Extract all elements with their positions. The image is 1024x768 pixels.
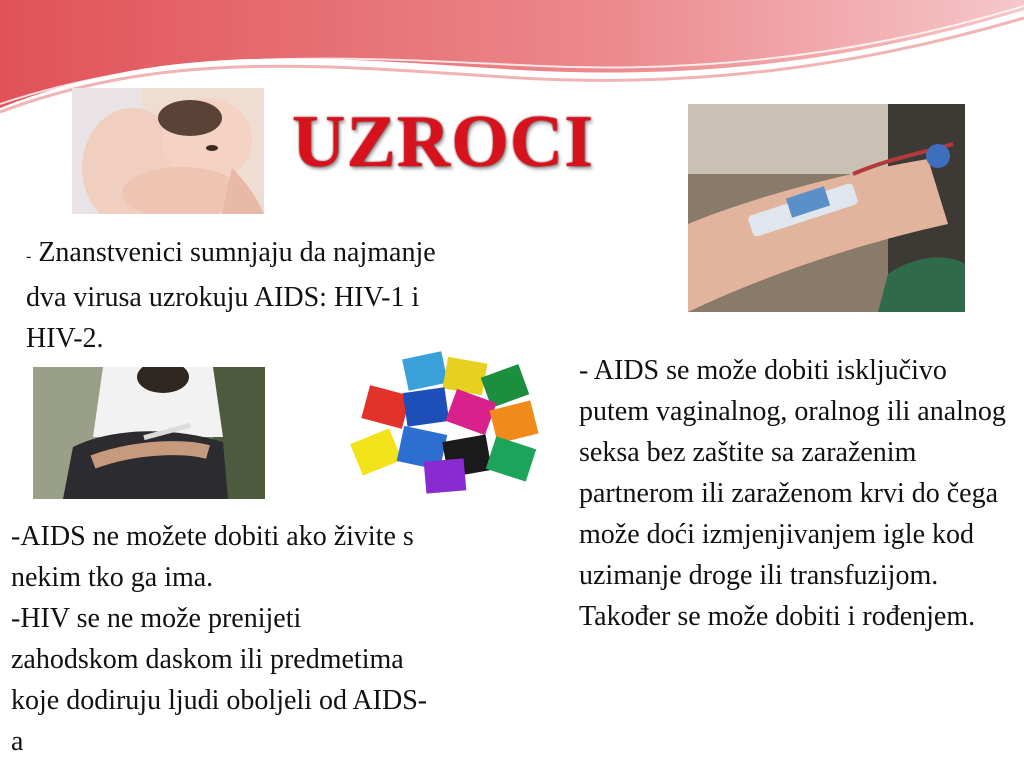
condoms-photo [345,350,552,500]
bullet-dash: - [26,248,32,265]
virus-cause-sentence: Znanstvenici sumnjaju da najmanje dva virusa uzrokuju AIDS: HIV-1 i HIV-2. [26,237,436,354]
virus-cause-text [26,232,476,359]
non-transmission-line-2: -HIV se ne može prenijeti zahodskom daskom ili predmetima koje dodiruju ljudi oboljeli od AIDS-a [11,603,428,757]
non-transmission-line-1: -AIDS ne možete dobiti ako živite s nekim tko ga ima. [11,521,414,593]
slide-title: UZROCI [292,101,595,183]
drug-injection-photo [33,367,265,499]
blood-transfusion-photo [688,104,965,312]
breastfeeding-photo [72,88,264,214]
transmission-paragraph: - AIDS se može dobiti isključivo putem vaginalnog, oralnog ili analnog seksa bez zaštite sa zaraženim partnerom ili zaraženom krvi do čega može doći izmjenjivanjem igle kod uzimanje droge ili transfuzijom. Također se može dobiti i rođenjem. [579,355,1006,632]
non-transmission-text [11,516,431,762]
transmission-text [579,350,1019,637]
